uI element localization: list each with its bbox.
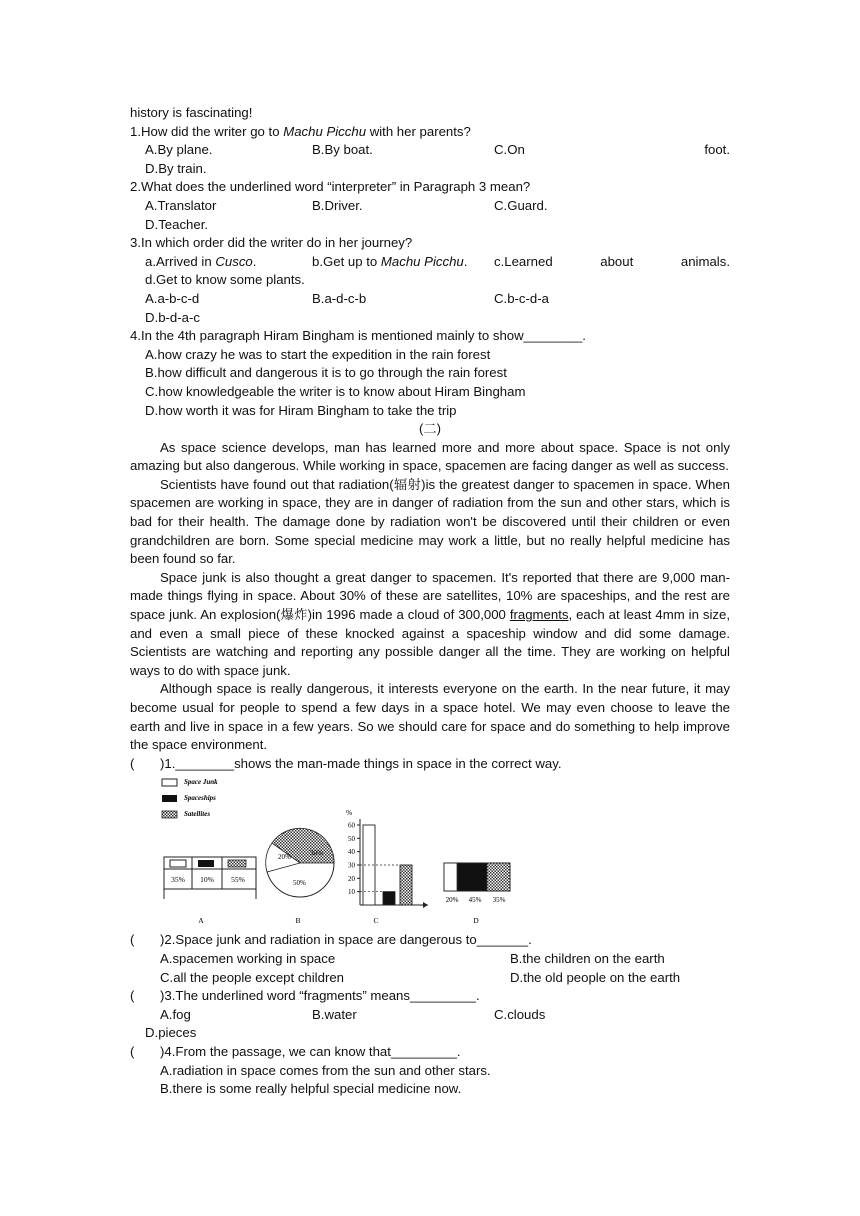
option-c-text: C.clouds (494, 1006, 546, 1022)
question-text: 2.Space junk and radiation in space are dangerous to_______. (164, 932, 532, 948)
part2-question-3 (130, 987, 730, 1006)
question-4-stem: 4.In the 4th paragraph Hiram Bingham is mentioned mainly to show________. (130, 328, 586, 344)
chart-d-seg-spaceships (457, 863, 487, 891)
part2-q2-options-row (130, 969, 730, 988)
chart-c-axis-unit: % (346, 808, 353, 818)
option-d: D.how worth it was for Hiram Bingham to take the trip (145, 402, 457, 418)
chart-d-label: D (473, 916, 479, 926)
option-b: B.there is some really helpful special medicine now. (160, 1081, 462, 1097)
part2-question-4 (130, 1043, 730, 1062)
chart-d-value: 20% (445, 896, 459, 905)
option-a: A.spacemen working in space (160, 950, 336, 966)
stem-italic: Machu Picchu (283, 123, 367, 139)
legend-swatch-space-junk (162, 779, 177, 786)
option-c (494, 197, 730, 216)
chart-c-axis-arrow (423, 902, 428, 908)
stem-text: with her parents? (366, 123, 471, 139)
option-a: A.fog (160, 1006, 191, 1022)
chart-a-swatch-satellites (228, 860, 246, 867)
chart-a-swatch-spaceships (198, 860, 214, 867)
chart-c-ticks (348, 822, 360, 897)
option-d: D.By train. (145, 160, 207, 176)
item-c-word: animals. (680, 253, 730, 269)
item-text: a.Arrived in (145, 253, 216, 269)
option-b: B.water (312, 1006, 357, 1022)
part2-question-2 (130, 931, 730, 950)
chart-c-label: C (373, 916, 379, 926)
question-3-items (130, 253, 730, 272)
bracket-open: ( (130, 932, 135, 948)
chart-figure (160, 773, 580, 931)
option-c-word: C.On (494, 142, 525, 158)
bracket-open: ( (130, 755, 135, 771)
option-c-text: C.b-c-d-a (494, 290, 549, 306)
answer-bracket (130, 987, 160, 1006)
item-text: b.Get up to (312, 253, 381, 269)
chart-c-tick-label: 50 (348, 835, 355, 844)
bracket-open: ( (130, 988, 135, 1004)
legend-label: Space Junk (184, 778, 218, 787)
option-d: D.pieces (145, 1025, 197, 1041)
chart-d-seg-space-junk (444, 863, 457, 891)
item-italic: Machu Picchu (380, 253, 464, 269)
item-text: . (463, 253, 468, 269)
chart-c-tick-label: 10 (348, 888, 355, 897)
option-a: A.how crazy he was to start the expedition in the rain forest (145, 346, 491, 362)
legend-label: Spaceships (184, 794, 216, 803)
option-d: D.b-d-a-c (145, 309, 200, 325)
item-italic: Cusco (215, 253, 253, 269)
legend-swatch-spaceships (162, 795, 177, 802)
chart-b (266, 829, 334, 926)
part2-q3-options (130, 1006, 730, 1025)
question-2-stem: 2.What does the underlined word “interpreter” in Paragraph 3 mean? (130, 179, 531, 195)
passage-end-line: history is fascinating! (130, 105, 253, 120)
chart-b-value: 50% (293, 879, 306, 888)
part2-q2-options-row (130, 950, 730, 969)
legend-label: Satellites (184, 810, 211, 819)
passage-paragraph-3 (130, 569, 730, 681)
question-3-stem: 3.In which order did the writer do in her journey? (130, 235, 413, 251)
underlined-word: fragments (509, 607, 569, 623)
section-title: (二) (419, 421, 441, 437)
option-a: A.Translator (145, 197, 217, 213)
passage-paragraph-2: Scientists have found out that radiation(辐射)is the greatest danger to spacemen in space. When spacemen are working in space, they are in danger of radiation from the sun and other stars, which is bad for their health. The damage done by radiation won't be discovered until their children or even grandchildren are born. Some special medicine may work a little, but no really helpful medicine has been found so far. (130, 476, 730, 567)
chart-d-value: 35% (492, 896, 506, 905)
item-c-word: about (600, 253, 634, 269)
option-b: B.Driver. (312, 197, 363, 213)
question-text: 3.The underlined word “fragments” means_________. (164, 988, 480, 1004)
option-c: C.all the people except children (160, 969, 345, 985)
part2-question-1 (130, 755, 730, 774)
chart-c-bar-satellites (400, 865, 412, 905)
option-a: A.a-b-c-d (145, 290, 200, 306)
stem-text: 1.How did the writer go to (130, 123, 284, 139)
option-c (494, 1006, 730, 1025)
chart-a-label: A (198, 916, 204, 926)
chart-b-value: 30% (310, 849, 323, 858)
chart-b-label: B (295, 916, 301, 926)
item-a (130, 253, 312, 272)
bracket-close: ) (160, 1043, 165, 1059)
question-1-options (130, 141, 730, 160)
worksheet-page (130, 104, 730, 1099)
answer-bracket (130, 755, 160, 774)
question-3-options (130, 290, 730, 309)
question-text: 4.From the passage, we can know that_________. (164, 1043, 461, 1059)
bracket-open: ( (130, 1043, 135, 1059)
chart-c-bars (360, 825, 412, 905)
option-a: A.radiation in space comes from the sun and other stars. (160, 1062, 491, 1078)
chart-a (164, 857, 256, 925)
chart-d-seg-satellites (487, 863, 510, 891)
paragraph-text: , each at least 4mm in size, and even a small piece of these knocked against a spaceship window and did some damage. Scientists are watching and reporting any possible danger all the time. They are working on helpful ways to do with space junk. (130, 607, 730, 678)
option-c-word: foot. (704, 142, 730, 158)
item-b (312, 253, 494, 272)
answer-bracket (130, 1043, 160, 1062)
option-c-text: C.Guard. (494, 197, 548, 213)
chart-a-value: 35% (171, 875, 185, 885)
chart-c-tick-label: 60 (348, 821, 355, 830)
chart-a-value: 55% (231, 875, 245, 885)
chart-d (444, 863, 510, 925)
chart-legend (162, 778, 218, 818)
chart-figure-svg (160, 773, 580, 931)
chart-d-segments (444, 863, 510, 891)
question-text: 1.________shows the man-made things in space in the correct way. (164, 755, 562, 771)
option-c: C.how knowledgeable the writer is to know about Hiram Bingham (145, 383, 526, 399)
option-a: A.By plane. (145, 142, 213, 158)
chart-c-tick-label: 20 (348, 875, 355, 884)
passage-paragraph-1: As space science develops, man has learned more and more about space. Space is not only amazing but also dangerous. While working in space, spacemen are facing danger as well as success. (130, 439, 730, 474)
chart-c (346, 808, 428, 925)
option-b: B.a-d-c-b (312, 290, 367, 306)
bracket-close: ) (160, 755, 165, 771)
passage-paragraph-4: Although space is really dangerous, it interests everyone on the earth. In the near future, it may become usual for people to spend a few days in a space hotel. We may even choose to leave the earth and live in space in a few years. So we should care for space and do something to help improve the space environment. (130, 681, 730, 753)
legend-swatch-satellites (162, 811, 177, 818)
option-b: B.how difficult and dangerous it is to go through the rain forest (145, 365, 507, 381)
chart-c-bar-spaceships (383, 892, 395, 905)
question-1-stem (130, 123, 730, 142)
chart-a-swatch-space-junk (170, 860, 186, 867)
bracket-close: ) (160, 932, 165, 948)
answer-bracket (130, 931, 160, 950)
option-b: B.By boat. (312, 142, 373, 158)
option-d: D.the old people on the earth (510, 969, 681, 985)
item-c-word: c.Learned (494, 253, 553, 269)
bracket-close: ) (160, 988, 165, 1004)
chart-c-tick-label: 30 (348, 861, 355, 870)
chart-b-value: 20% (278, 853, 291, 862)
paragraph-text: Space junk is also thought a great danger to spacemen. It's reported that there are 9,000 man-made things flying in space. About 30% of these are satellites, 10% are spaceships, and the rest are space junk. An explosion(爆炸)in 1996 made a cloud of 300,000 (130, 569, 730, 623)
option-c (494, 290, 730, 309)
option-c (494, 141, 730, 160)
item-d: d.Get to know some plants. (145, 272, 305, 288)
chart-c-tick-label: 40 (348, 848, 355, 857)
question-2-options (130, 197, 730, 216)
item-text: . (252, 253, 257, 269)
option-b: B.the children on the earth (510, 950, 665, 966)
chart-d-value: 45% (468, 896, 482, 905)
chart-a-value: 10% (200, 875, 214, 885)
option-d: D.Teacher. (145, 216, 209, 232)
item-c (494, 253, 730, 272)
